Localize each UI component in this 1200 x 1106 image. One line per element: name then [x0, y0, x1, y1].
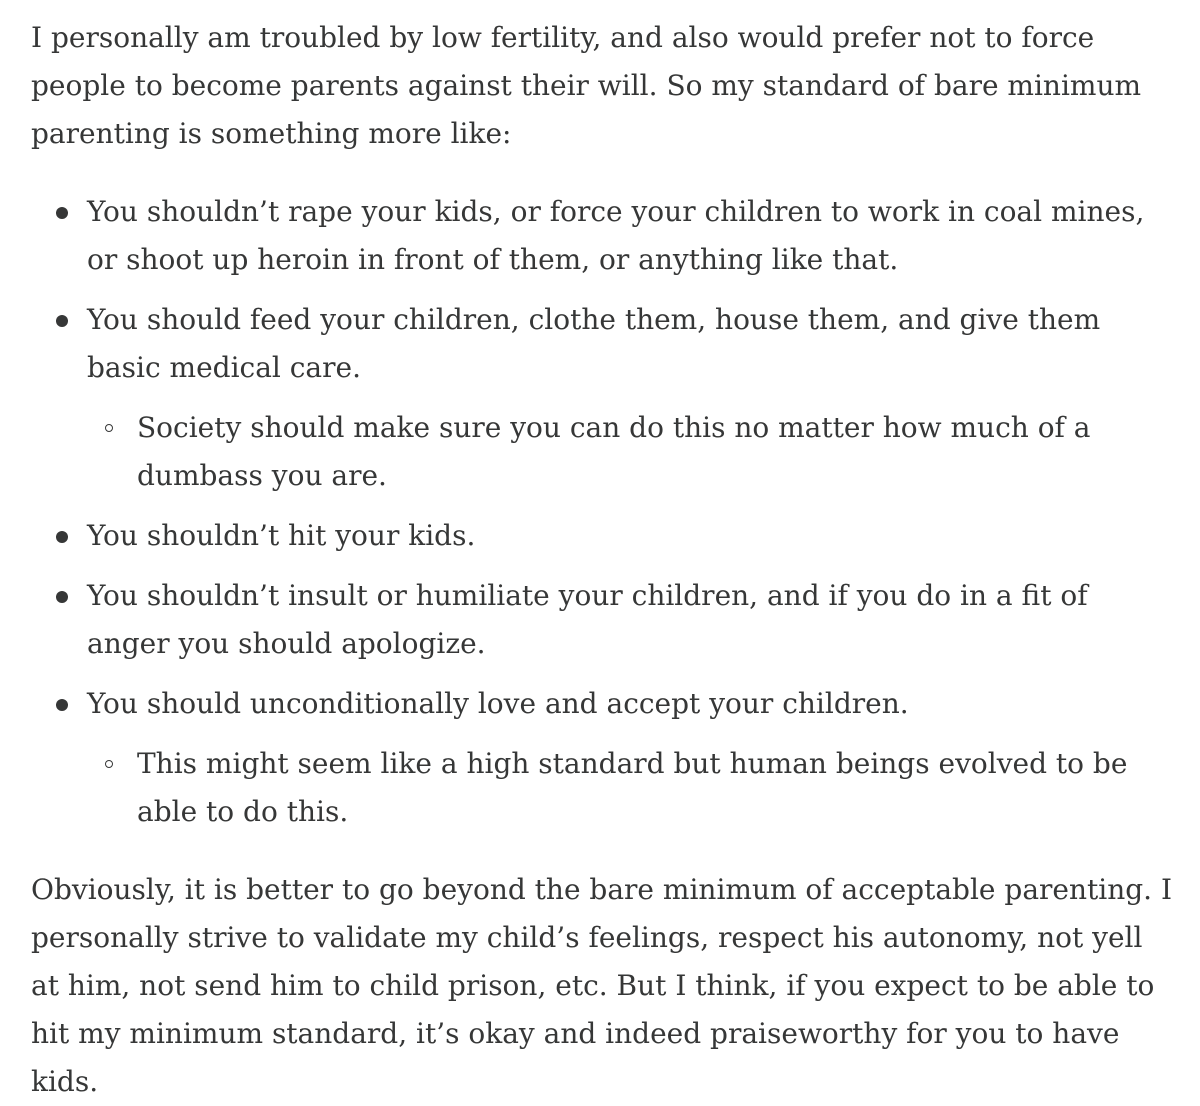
list-item — [31, 512, 1176, 560]
bullet-icon — [56, 315, 68, 327]
sub-list — [87, 404, 1176, 500]
article-body — [31, 14, 1176, 1106]
bullet-icon — [56, 207, 68, 219]
list-item — [31, 680, 1176, 836]
sub-list-item — [87, 404, 1176, 500]
sub-list-item-text: Society should make sure you can do this no matter how much of a dumbass you are. — [137, 411, 1091, 492]
bullet-icon — [56, 531, 68, 543]
list-item — [31, 572, 1176, 668]
intro-paragraph: I personally am troubled by low fertility, and also would prefer not to force people to become parents against their will. So my standard of bare minimum parenting is something more like: — [31, 21, 1142, 150]
list-item-text: You should unconditionally love and accept your children. — [87, 687, 909, 720]
list-item — [31, 296, 1176, 500]
list-item-text: You shouldn’t rape your kids, or force your children to work in coal mines, or shoot up heroin in front of them, or anything like that. — [87, 195, 1145, 276]
hollow-bullet-icon — [105, 760, 113, 768]
list-item-text: You shouldn’t insult or humiliate your children, and if you do in a fit of anger you should apologize. — [87, 579, 1088, 660]
bullet-icon — [56, 591, 68, 603]
bullet-icon — [56, 699, 68, 711]
list-item-text: You shouldn’t hit your kids. — [87, 519, 476, 552]
sub-list-item — [87, 740, 1176, 836]
sub-list — [87, 740, 1176, 836]
hollow-bullet-icon — [105, 424, 113, 432]
closing-paragraph: Obviously, it is better to go beyond the bare minimum of acceptable parenting. I personally strive to validate my child’s feelings, respect his autonomy, not yell at him, not send him to child prison, etc. But I think, if you expect to be able to hit my minimum standard, it’s okay and indeed praiseworthy for you to have kids. — [31, 873, 1173, 1098]
list-item-text: You should feed your children, clothe them, house them, and give them basic medical care. — [87, 303, 1101, 384]
sub-list-item-text: This might seem like a high standard but human beings evolved to be able to do this. — [137, 747, 1128, 828]
list-item — [31, 188, 1176, 284]
bullet-list — [31, 188, 1176, 836]
